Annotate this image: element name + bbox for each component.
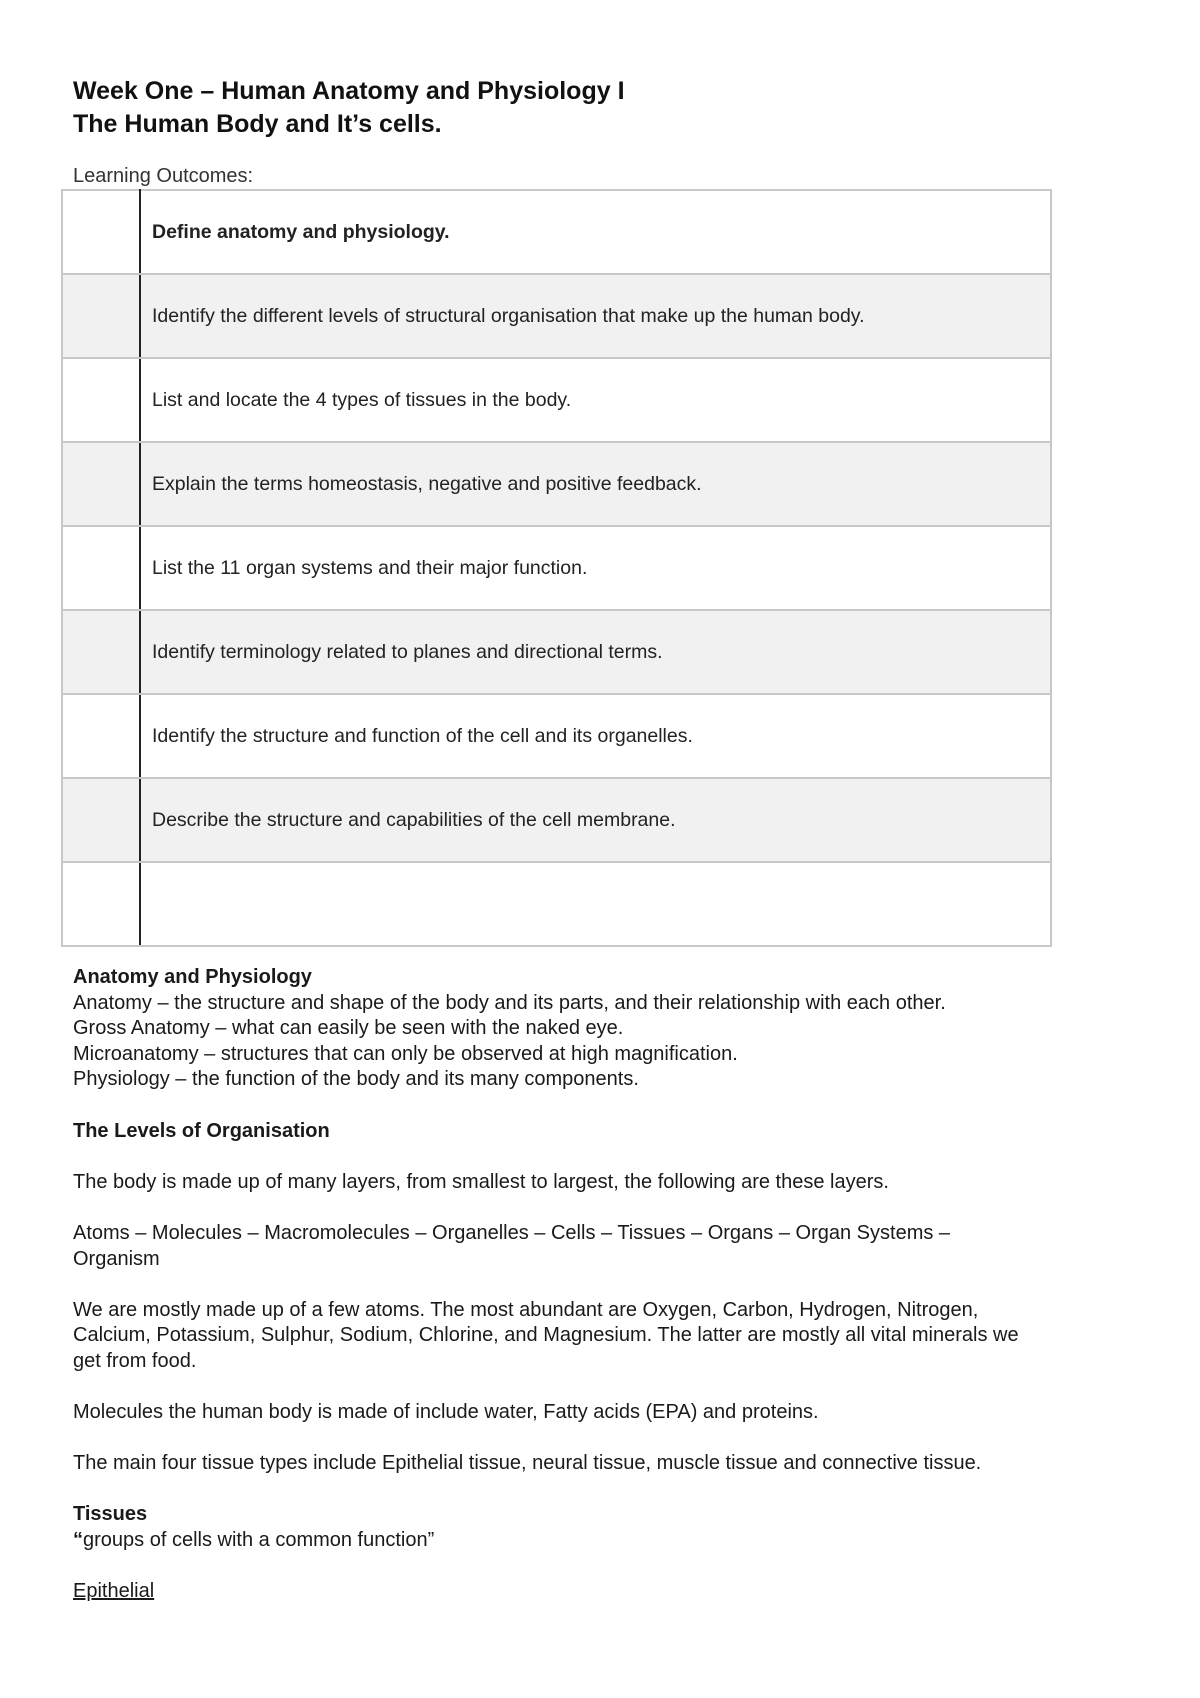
outcome-text [140, 862, 1051, 946]
spacer [73, 1093, 1133, 1119]
checkbox-cell [62, 778, 140, 862]
outcome-text: Describe the structure and capabilities of the cell membrane. [140, 778, 1051, 862]
epithelial-subheading: Epithelial [73, 1580, 155, 1603]
paragraph-line: Calcium, Potassium, Sulphur, Sodium, Chlorine, and Magnesium. The latter are mostly all vital minerals we [73, 1324, 1019, 1347]
document-body [73, 965, 1133, 1605]
section-heading-anatomy: Anatomy and Physiology [73, 966, 312, 988]
learning-outcomes-label: Learning Outcomes: [73, 165, 254, 187]
spacer [73, 1477, 1133, 1503]
outcome-text: Identify the different levels of structural organisation that make up the human body. [140, 274, 1051, 358]
paragraph-line: Physiology – the function of the body and its many components. [73, 1068, 639, 1091]
paragraph-line: Anatomy – the structure and shape of the body and its parts, and their relationship with each other. [73, 991, 946, 1014]
spacer [73, 1426, 1133, 1452]
paragraph-line: Gross Anatomy – what can easily be seen with the naked eye. [73, 1017, 624, 1040]
paragraph-line: Atoms – Molecules – Macromolecules – Organelles – Cells – Tissues – Organs – Organ Systems – [73, 1221, 951, 1244]
epithelial-subheading-line [73, 1579, 1133, 1605]
outcome-text: Define anatomy and physiology. [140, 190, 1051, 274]
checkbox-cell [62, 274, 140, 358]
outcome-text: List and locate the 4 types of tissues in the body. [140, 358, 1051, 442]
checkbox-cell [62, 610, 140, 694]
checkbox-cell [62, 694, 140, 778]
outcome-text: List the 11 organ systems and their major function. [140, 526, 1051, 610]
spacer [73, 1554, 1133, 1580]
checkbox-cell [62, 190, 140, 274]
document-title [73, 75, 625, 141]
checkbox-cell [62, 526, 140, 610]
table-row [62, 610, 1051, 694]
checkbox-cell [62, 358, 140, 442]
quote-mark: “ [73, 1529, 83, 1552]
paragraph-line: Molecules the human body is made of include water, Fatty acids (EPA) and proteins. [73, 1401, 819, 1424]
table-row [62, 358, 1051, 442]
paragraph-line: get from food. [73, 1349, 197, 1372]
paragraph-line: Microanatomy – structures that can only be observed at high magnification. [73, 1042, 738, 1065]
checkbox-cell [62, 862, 140, 946]
outcome-text: Identify terminology related to planes and directional terms. [140, 610, 1051, 694]
table-row [62, 442, 1051, 526]
spacer [73, 1195, 1133, 1221]
paragraph-line: We are mostly made up of a few atoms. The most abundant are Oxygen, Carbon, Hydrogen, Nitrogen, [73, 1298, 979, 1321]
table-row [62, 190, 1051, 274]
table-row [62, 274, 1051, 358]
table-row [62, 778, 1051, 862]
table-row [62, 694, 1051, 778]
table-row [62, 862, 1051, 946]
quote-text: groups of cells with a common function” [83, 1529, 435, 1552]
paragraph-line: Organism [73, 1247, 160, 1270]
title-line-2: The Human Body and It’s cells. [73, 110, 442, 138]
outcome-text: Identify the structure and function of the cell and its organelles. [140, 694, 1051, 778]
section-heading-tissues: Tissues [73, 1503, 148, 1526]
paragraph-line: The main four tissue types include Epithelial tissue, neural tissue, muscle tissue and connective tissue. [73, 1452, 982, 1475]
outcome-text: Explain the terms homeostasis, negative and positive feedback. [140, 442, 1051, 526]
spacer [73, 1375, 1133, 1401]
title-line-1: Week One – Human Anatomy and Physiology I [73, 77, 625, 105]
spacer [73, 1144, 1133, 1170]
checkbox-cell [62, 442, 140, 526]
paragraph-line: The body is made up of many layers, from smallest to largest, the following are these layers. [73, 1170, 889, 1193]
tissues-quote [73, 1528, 1133, 1554]
spacer [73, 1272, 1133, 1298]
table-row [62, 526, 1051, 610]
section-heading-levels: The Levels of Organisation [73, 1119, 330, 1142]
learning-outcomes-table [61, 189, 1052, 947]
